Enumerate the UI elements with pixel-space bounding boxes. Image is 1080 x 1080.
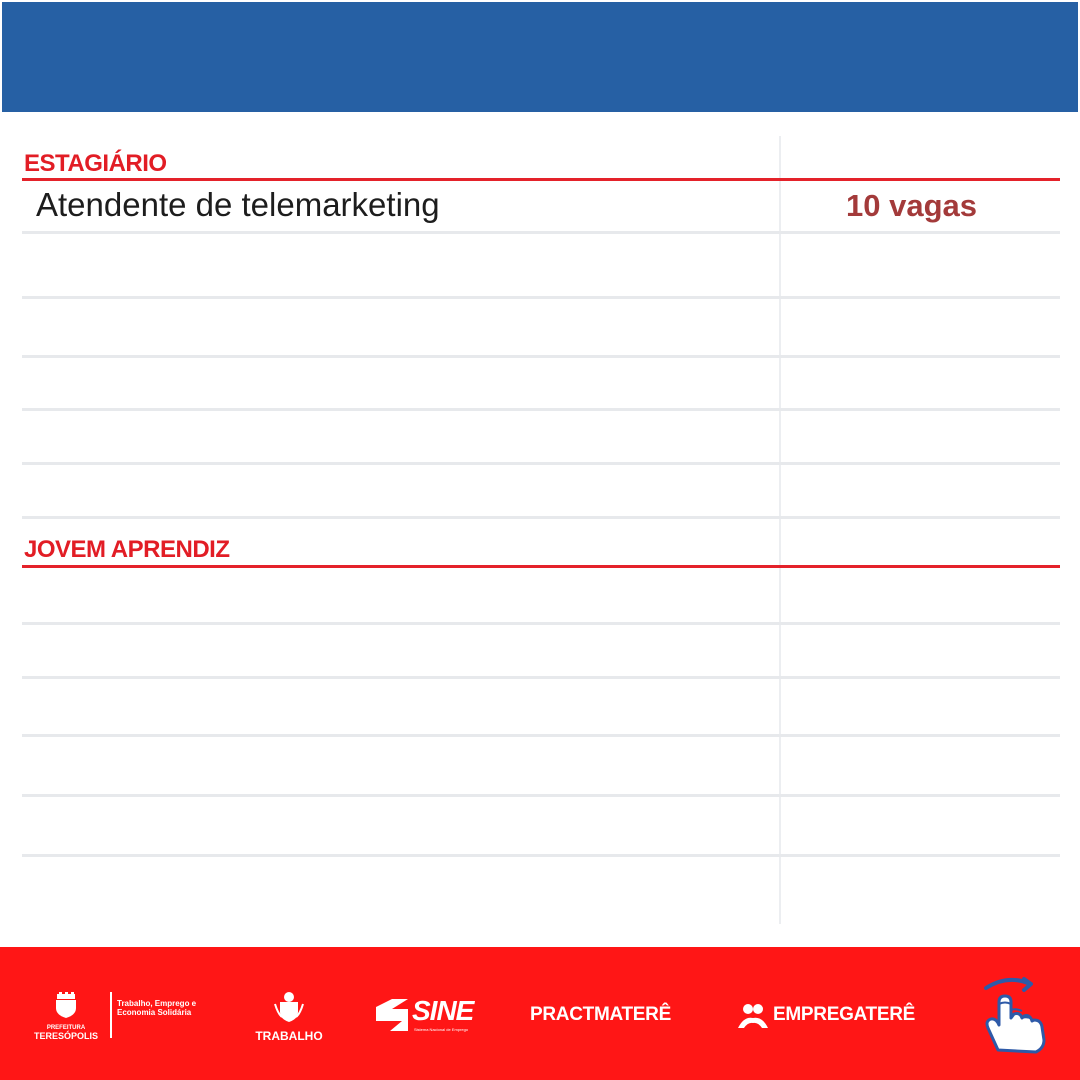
sine-arrow-icon xyxy=(372,999,408,1031)
state-crest-icon xyxy=(274,990,304,1022)
row-divider xyxy=(22,622,1060,625)
job-title: Atendente de telemarketing xyxy=(36,186,440,223)
trabalho-label: TRABALHO xyxy=(255,1029,323,1043)
row-divider xyxy=(22,734,1060,737)
row-divider xyxy=(22,794,1060,797)
section-rule-estagiario xyxy=(22,178,1060,181)
job-count: 10 vagas xyxy=(846,188,977,223)
row-divider xyxy=(22,231,1060,234)
prefeitura-label: PREFEITURA xyxy=(46,1025,86,1031)
practmatere-logo: PRACTMATERÊ xyxy=(530,1004,671,1025)
sine-logo xyxy=(372,997,484,1037)
crest-icon xyxy=(51,992,81,1018)
section-title-jovem-aprendiz: JOVEM APRENDIZ xyxy=(24,536,230,563)
trabalho-logo xyxy=(250,990,328,1043)
row-divider xyxy=(22,408,1060,411)
teresopolis-label: TERESÓPOLIS xyxy=(33,1031,98,1041)
row-divider xyxy=(22,462,1060,465)
teresopolis-logo xyxy=(30,992,102,1041)
row-divider xyxy=(22,516,1060,519)
tap-hand-icon xyxy=(976,974,1052,1056)
empregatere-label: EMPREGATERÊ xyxy=(773,1004,916,1025)
sine-subtitle: Sistema Nacional de Emprego xyxy=(414,1027,469,1032)
row-divider xyxy=(22,355,1060,358)
logo-separator xyxy=(110,992,112,1038)
header-band xyxy=(2,2,1078,112)
secretaria-label: Trabalho, Emprego e Economia Solidária xyxy=(117,999,197,1017)
row-divider xyxy=(22,854,1060,857)
people-icon xyxy=(736,1003,770,1029)
footer-band xyxy=(0,947,1080,1080)
sine-label: SINE xyxy=(412,995,474,1026)
section-title-estagiario: ESTAGIÁRIO xyxy=(24,150,167,177)
column-divider xyxy=(779,136,781,924)
section-rule-jovem-aprendiz xyxy=(22,565,1060,568)
row-divider xyxy=(22,296,1060,299)
row-divider xyxy=(22,676,1060,679)
